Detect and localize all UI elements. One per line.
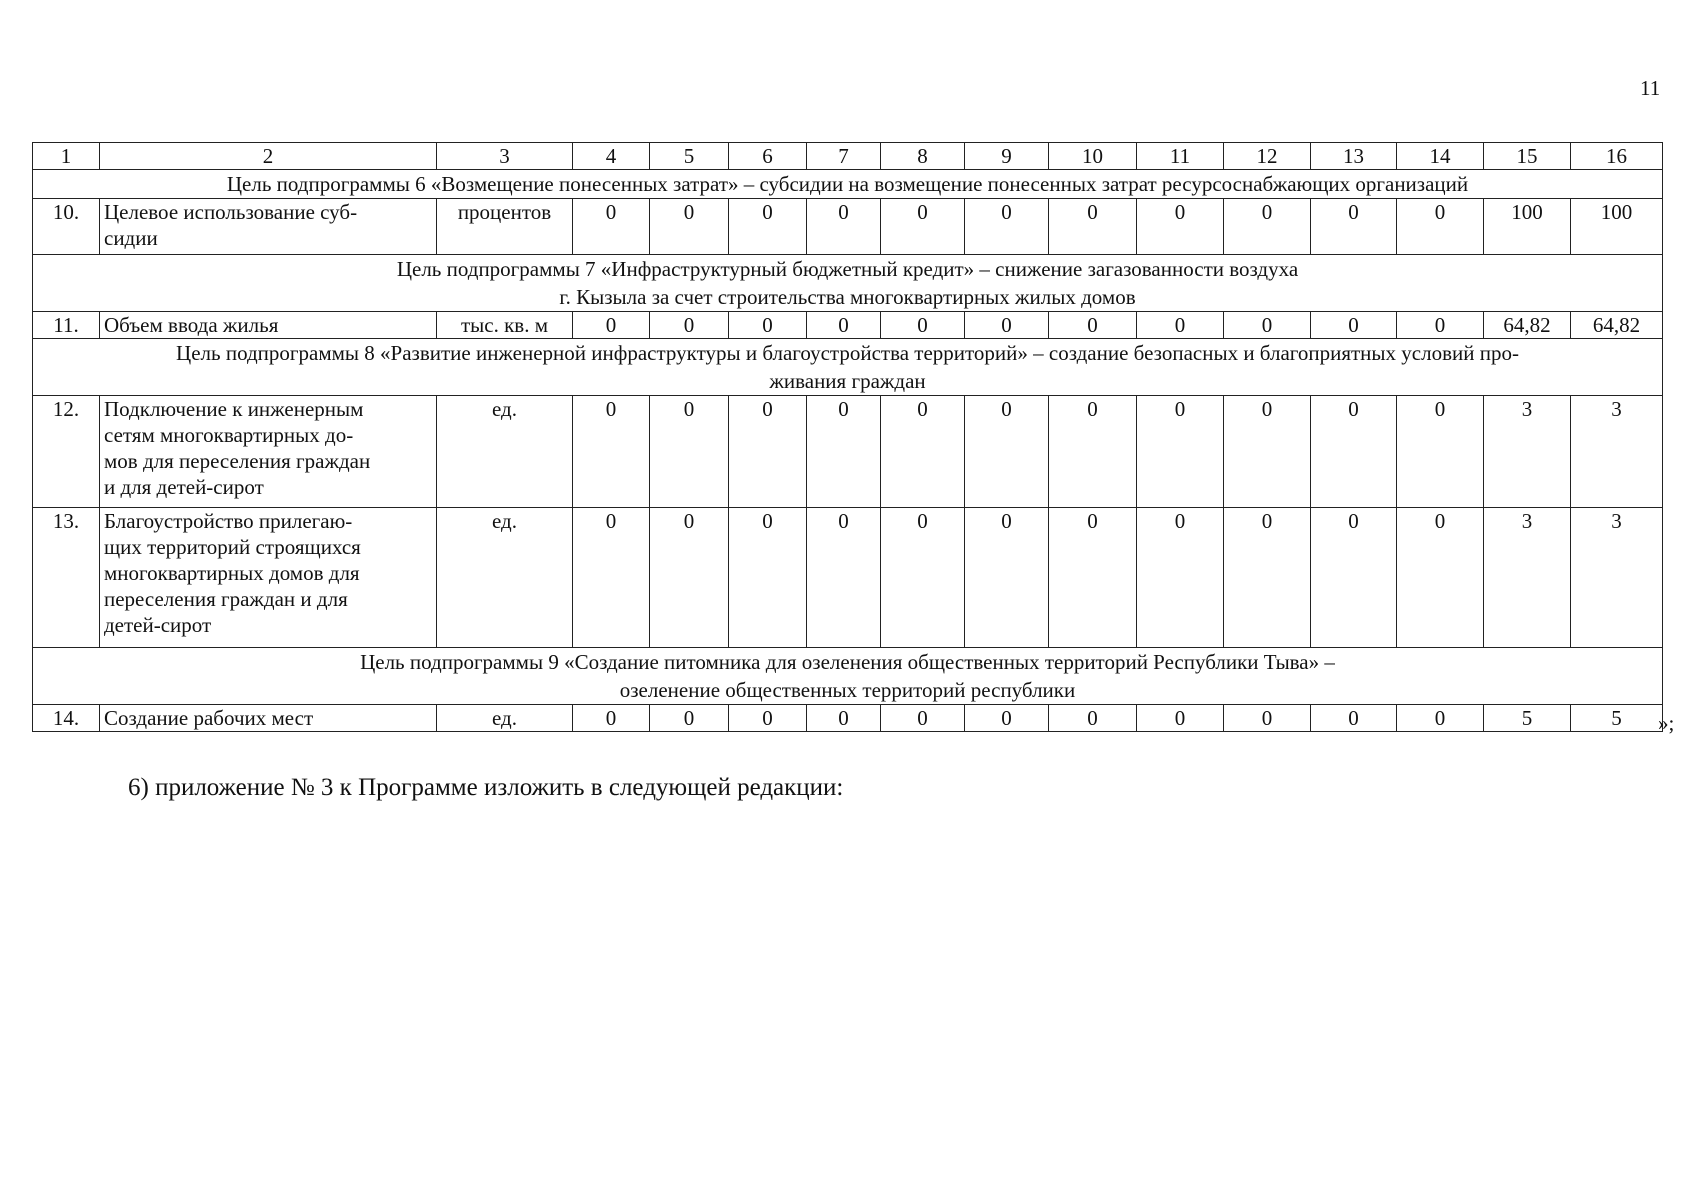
indicators-table	[32, 142, 1663, 732]
indicator-name-line: сидии	[104, 226, 158, 250]
value-cell: 0	[1397, 199, 1484, 255]
value-cell: 0	[965, 312, 1049, 339]
header-cell: 13	[1311, 143, 1397, 170]
row-number: 11.	[33, 312, 100, 339]
unit-cell: процентов	[437, 199, 573, 255]
indicator-name-line: переселения граждан и для	[104, 587, 348, 611]
value-cell: 0	[1137, 312, 1224, 339]
value-cell: 0	[1397, 508, 1484, 648]
header-cell: 15	[1484, 143, 1571, 170]
value-cell: 0	[881, 396, 965, 508]
header-cell: 11	[1137, 143, 1224, 170]
value-cell: 0	[881, 312, 965, 339]
value-cell: 0	[1397, 705, 1484, 732]
closing-quote: »;	[1658, 711, 1675, 735]
value-cell: 0	[1049, 508, 1137, 648]
value-cell: 0	[881, 199, 965, 255]
value-cell: 0	[1224, 312, 1311, 339]
unit-cell: ед.	[437, 396, 573, 508]
value-cell: 0	[1397, 396, 1484, 508]
goal-9-line: Цель подпрограммы 9 «Создание питомника для озеленения общественных территорий Республики Тыва» –	[360, 650, 1335, 674]
indicator-name-line: детей-сирот	[104, 613, 212, 637]
value-cell: 0	[965, 508, 1049, 648]
header-cell: 8	[881, 143, 965, 170]
indicator-name: Объем ввода жилья	[100, 312, 437, 339]
goal-row-9	[33, 648, 1663, 705]
value-cell: 3	[1571, 396, 1663, 508]
value-cell: 0	[650, 199, 729, 255]
header-cell: 7	[807, 143, 881, 170]
value-cell: 3	[1484, 508, 1571, 648]
indicator-name-line: многоквартирных домов для	[104, 561, 360, 585]
value-cell: 0	[807, 396, 881, 508]
goal-7-line: г. Кызыла за счет строительства многоквартирных жилых домов	[559, 285, 1136, 309]
table-row-10	[33, 199, 1663, 255]
table-row-14	[33, 705, 1663, 732]
indicators-table-wrap	[32, 142, 1656, 732]
value-cell: 0	[1049, 396, 1137, 508]
value-cell: 0	[1224, 199, 1311, 255]
value-cell: 0	[1224, 396, 1311, 508]
unit-cell: ед.	[437, 508, 573, 648]
goal-8-line: живания граждан	[769, 369, 926, 393]
header-cell: 3	[437, 143, 573, 170]
indicator-name: Создание рабочих мест	[100, 705, 437, 732]
value-cell: 0	[1311, 705, 1397, 732]
value-cell: 0	[807, 705, 881, 732]
header-cell: 9	[965, 143, 1049, 170]
value-cell: 0	[1397, 312, 1484, 339]
value-cell: 0	[881, 705, 965, 732]
row-number: 12.	[33, 396, 100, 508]
goal-9-line: озеленение общественных территорий республики	[619, 678, 1076, 702]
table-row-11	[33, 312, 1663, 339]
indicator-name-line: Целевое использование суб-	[104, 200, 358, 224]
indicator-name	[100, 508, 437, 648]
value-cell: 5	[1571, 705, 1663, 732]
value-cell: 0	[1311, 199, 1397, 255]
value-cell: 5	[1484, 705, 1571, 732]
value-cell: 0	[573, 312, 650, 339]
header-cell: 16	[1571, 143, 1663, 170]
unit-cell: ед.	[437, 705, 573, 732]
value-cell: 0	[1311, 312, 1397, 339]
value-cell: 0	[807, 508, 881, 648]
value-cell: 0	[729, 396, 807, 508]
value-cell: 0	[729, 508, 807, 648]
value-cell: 0	[650, 705, 729, 732]
value-cell: 0	[1137, 199, 1224, 255]
value-cell: 0	[573, 396, 650, 508]
value-cell: 0	[1049, 705, 1137, 732]
value-cell: 0	[965, 705, 1049, 732]
header-cell: 14	[1397, 143, 1484, 170]
header-cell: 4	[573, 143, 650, 170]
indicator-name-line: Подключение к инженерным	[104, 397, 364, 421]
goal-9-text	[33, 648, 1663, 705]
goal-7-line: Цель подпрограммы 7 «Инфраструктурный бюджетный кредит» – снижение загазованности воздуха	[396, 257, 1299, 281]
indicator-name	[100, 199, 437, 255]
value-cell: 0	[1049, 199, 1137, 255]
indicator-name-line: Благоустройство прилегаю-	[104, 509, 353, 533]
indicator-name-line: сетям многоквартирных до-	[104, 423, 354, 447]
value-cell: 0	[881, 508, 965, 648]
value-cell: 0	[729, 199, 807, 255]
value-cell: 0	[573, 508, 650, 648]
indicator-name	[100, 396, 437, 508]
value-cell: 0	[1224, 508, 1311, 648]
goal-6-text: Цель подпрограммы 6 «Возмещение понесенных затрат» – субсидии на возмещение понесенных затрат ресурсоснабжающих организаций	[33, 170, 1663, 199]
goal-row-6	[33, 170, 1663, 199]
value-cell: 100	[1571, 199, 1663, 255]
page-number: 11	[1640, 76, 1661, 100]
value-cell: 3	[1571, 508, 1663, 648]
table-row-12	[33, 396, 1663, 508]
header-cell: 10	[1049, 143, 1137, 170]
value-cell: 0	[573, 199, 650, 255]
value-cell: 0	[650, 396, 729, 508]
header-cell: 1	[33, 143, 100, 170]
goal-7-text	[33, 255, 1663, 312]
row-number: 13.	[33, 508, 100, 648]
value-cell: 0	[650, 312, 729, 339]
value-cell: 0	[965, 396, 1049, 508]
indicator-name-line: щих территорий строящихся	[104, 535, 361, 559]
header-row	[33, 143, 1663, 170]
value-cell: 0	[807, 312, 881, 339]
value-cell: 0	[1049, 312, 1137, 339]
value-cell: 0	[573, 705, 650, 732]
value-cell: 0	[1137, 508, 1224, 648]
value-cell: 0	[729, 705, 807, 732]
value-cell: 100	[1484, 199, 1571, 255]
value-cell: 0	[1224, 705, 1311, 732]
indicator-name-line: мов для переселения граждан	[104, 449, 371, 473]
goal-row-7	[33, 255, 1663, 312]
value-cell: 64,82	[1571, 312, 1663, 339]
table-row-13	[33, 508, 1663, 648]
header-cell: 5	[650, 143, 729, 170]
header-cell: 12	[1224, 143, 1311, 170]
goal-8-text	[33, 339, 1663, 396]
value-cell: 0	[965, 199, 1049, 255]
value-cell: 0	[729, 312, 807, 339]
goal-8-line: Цель подпрограммы 8 «Развитие инженерной инфраструктуры и благоустройства территорий» – создание безопасных и благоприятных условий про-	[176, 341, 1519, 365]
goal-row-8	[33, 339, 1663, 396]
value-cell: 0	[1137, 705, 1224, 732]
value-cell: 3	[1484, 396, 1571, 508]
row-number: 14.	[33, 705, 100, 732]
value-cell: 0	[650, 508, 729, 648]
row-number: 10.	[33, 199, 100, 255]
header-cell: 2	[100, 143, 437, 170]
value-cell: 64,82	[1484, 312, 1571, 339]
value-cell: 0	[1311, 508, 1397, 648]
value-cell: 0	[1137, 396, 1224, 508]
body-paragraph: 6) приложение № 3 к Программе изложить в следующей редакции:	[128, 774, 844, 801]
indicator-name-line: и для детей-сирот	[104, 475, 264, 499]
value-cell: 0	[1311, 396, 1397, 508]
unit-cell: тыс. кв. м	[437, 312, 573, 339]
header-cell: 6	[729, 143, 807, 170]
value-cell: 0	[807, 199, 881, 255]
